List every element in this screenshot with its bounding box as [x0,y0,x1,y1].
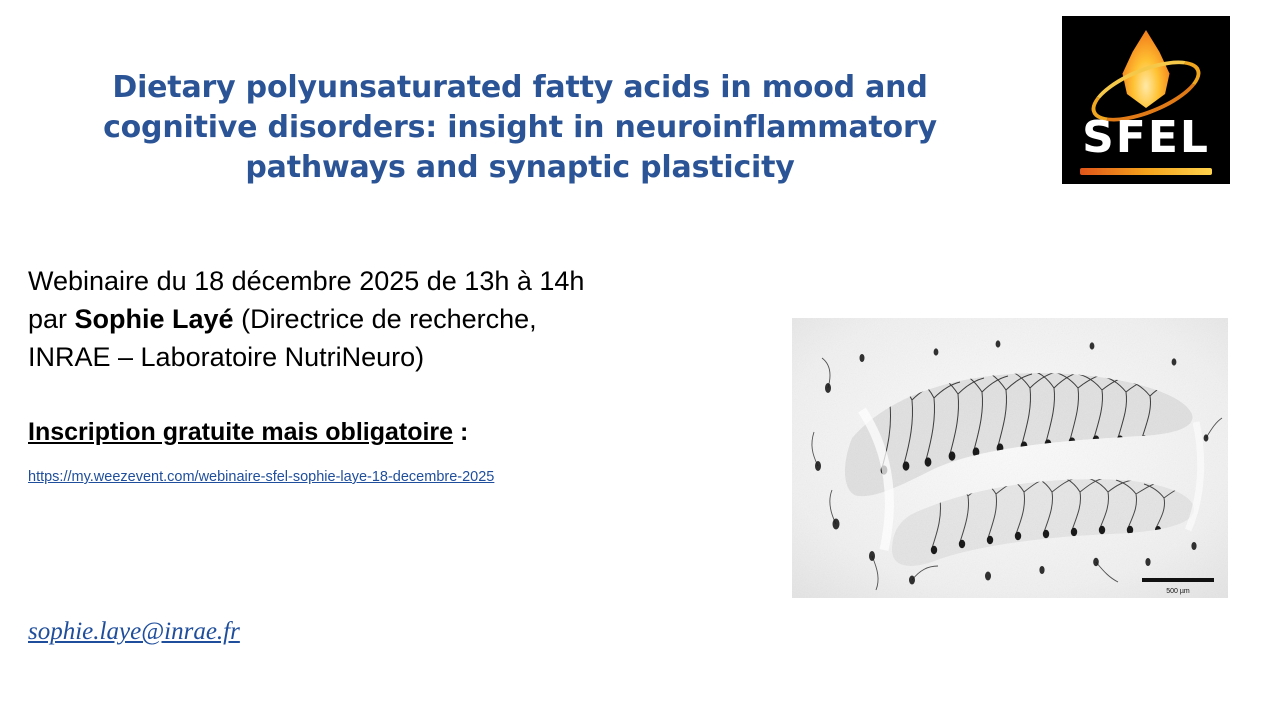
contact-email-link[interactable]: sophie.laye@inrae.fr [28,618,240,645]
registration-link[interactable]: https://my.weezevent.com/webinaire-sfel-sophie-laye-18-decembre-2025 [28,469,495,485]
logo-underline-bar [1080,168,1212,175]
page-title: Dietary polyunsaturated fatty acids in mood and cognitive disorders: insight in neuroinflammatory pathways and synaptic plasticity [103,70,937,185]
scalebar [1142,578,1214,582]
logo-wordmark: SFEL [1082,112,1210,163]
speaker-name: Sophie Layé [74,304,234,334]
registration-heading-underlined: Inscription gratuite mais obligatoire [28,418,454,446]
scalebar-label: 500 µm [1166,588,1190,595]
micrograph-image [792,318,1228,598]
registration-heading [28,418,768,447]
sfel-logo [1062,16,1230,184]
speaker-role: (Directrice de recherche, [233,304,537,334]
webinar-date-line: Webinaire du 18 décembre 2025 de 13h à 14h [28,266,585,296]
registration-heading-colon: : [453,418,469,446]
webinar-affiliation-line: INRAE – Laboratoire NutriNeuro) [28,342,425,372]
speaker-prefix: par [28,304,75,334]
webinar-details [28,262,768,485]
micrograph-figure [792,318,1228,598]
webinar-speaker-line [28,300,768,338]
